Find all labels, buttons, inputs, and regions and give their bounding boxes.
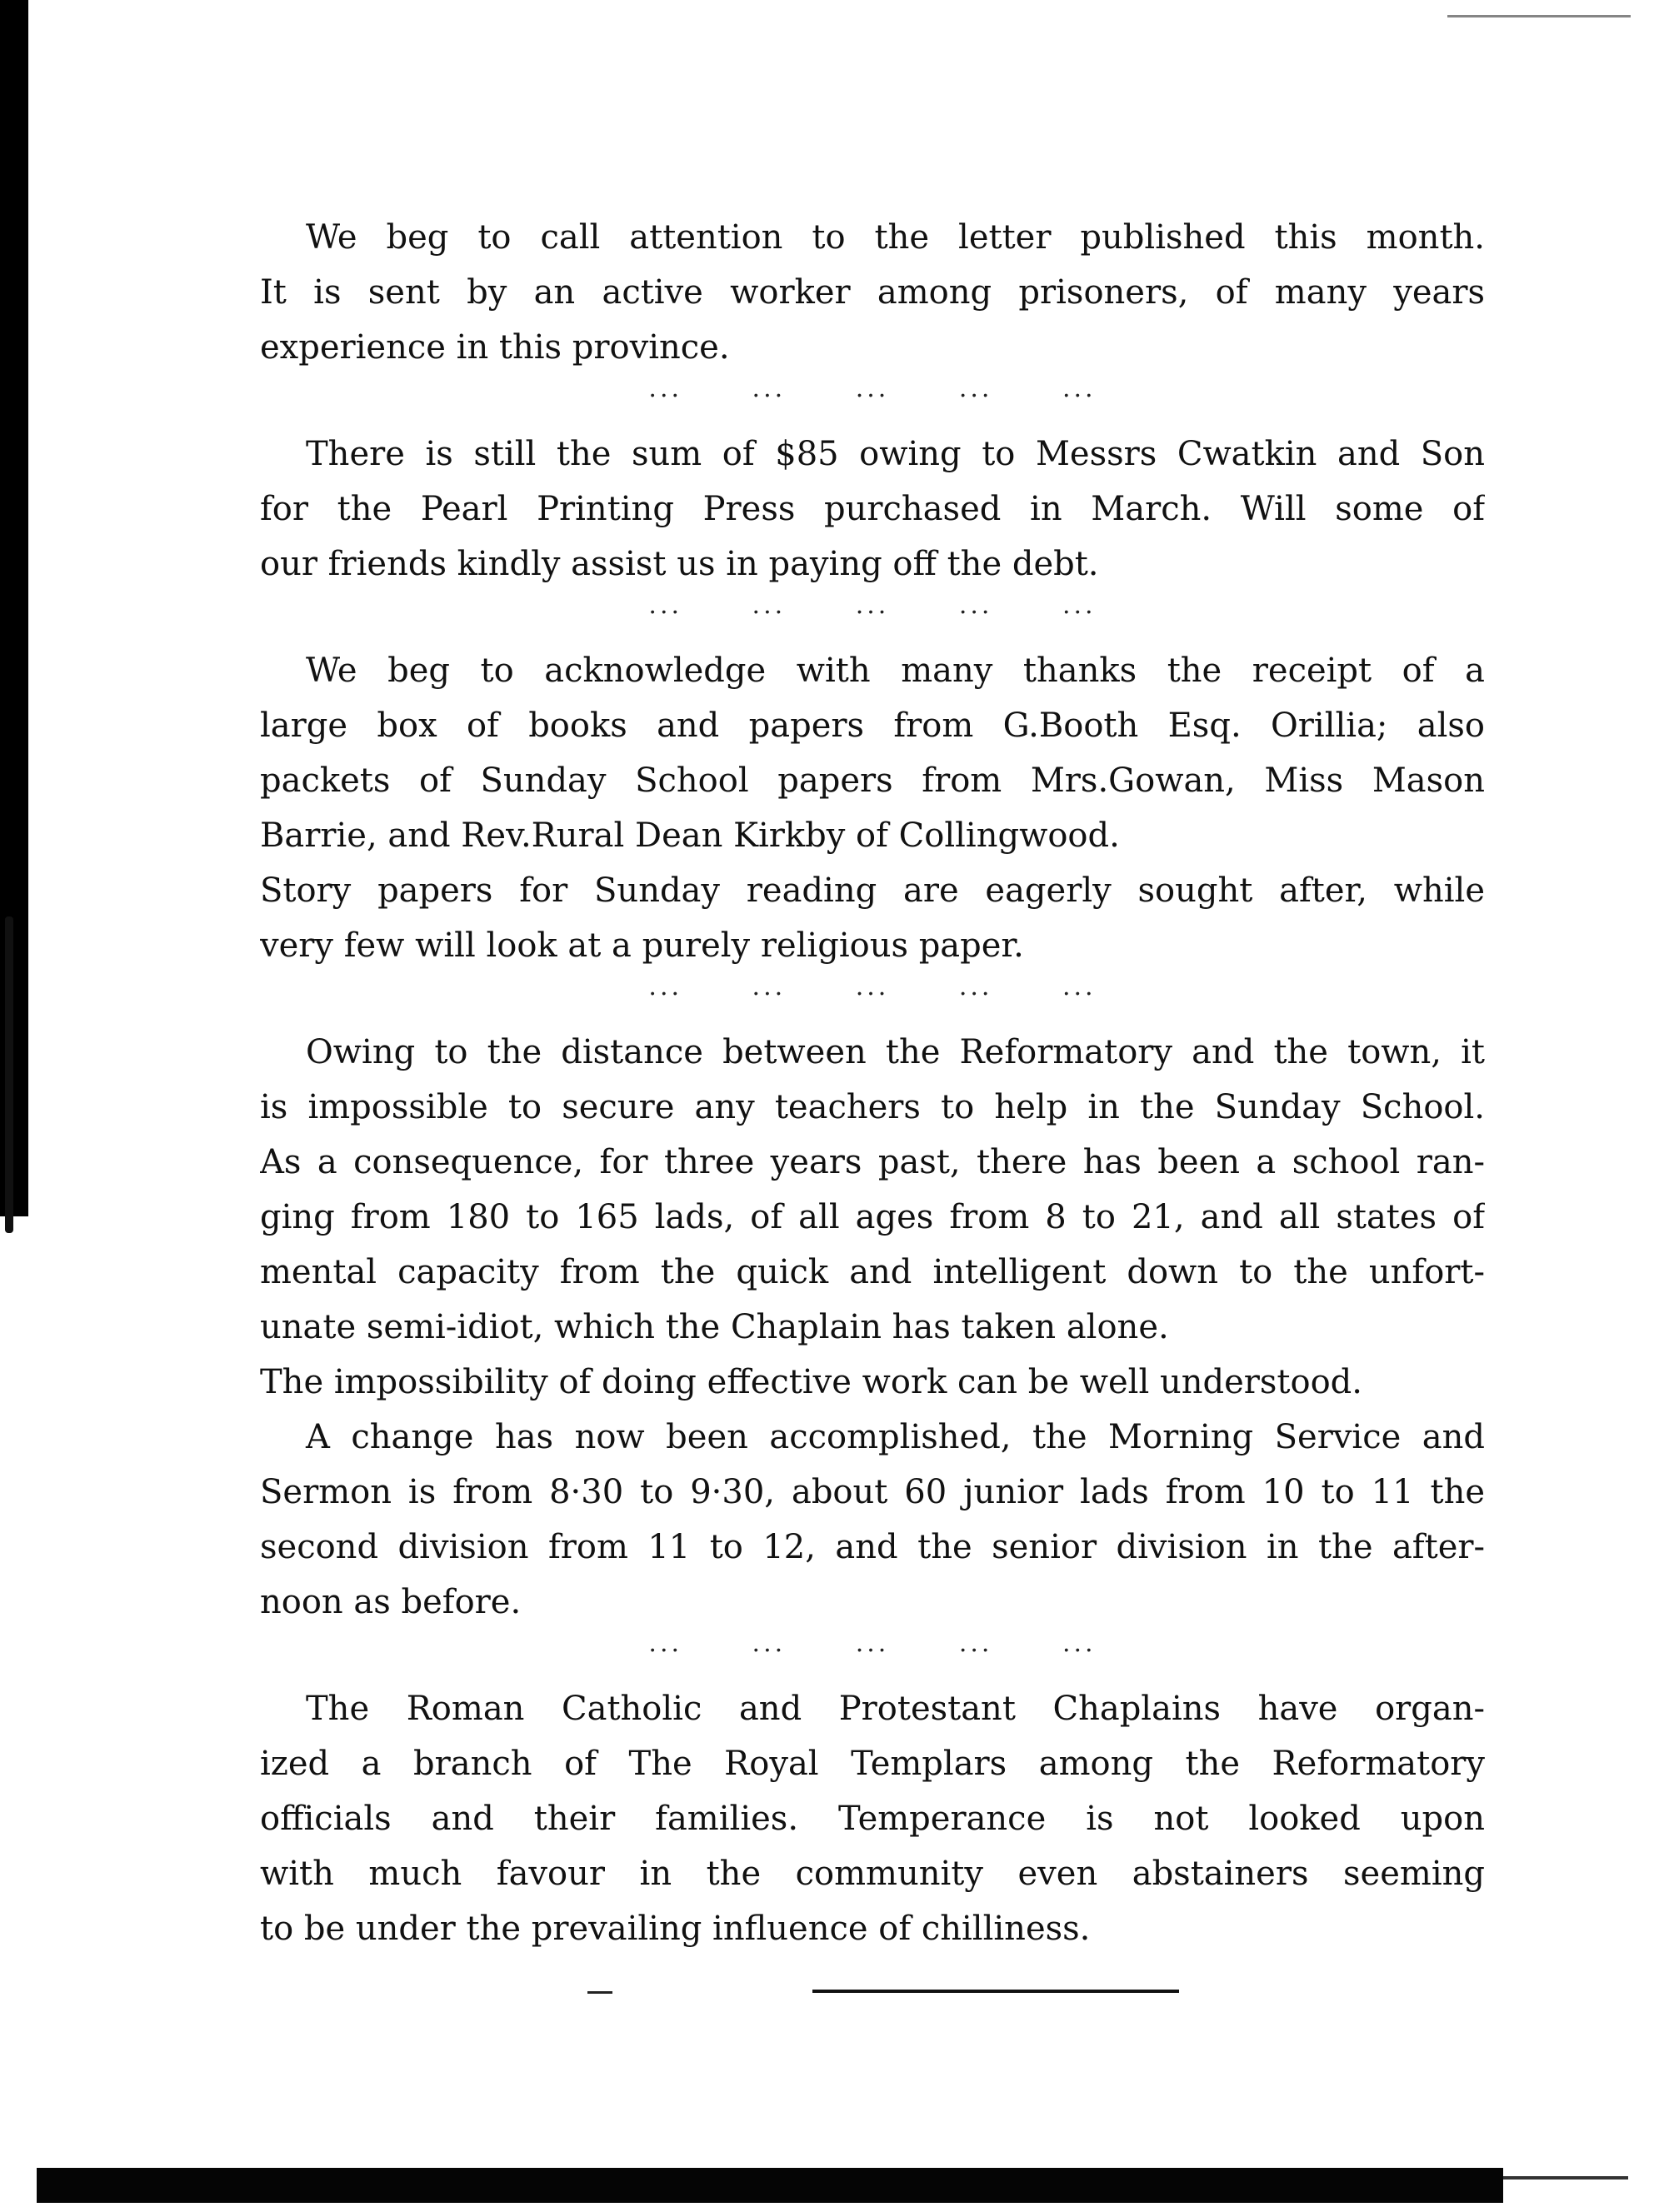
text-line: large box of books and papers from G.Booth Esq. Orillia; also — [260, 707, 1485, 745]
scan-top-rule — [1447, 15, 1631, 17]
text-line: Story papers for Sunday reading are eagerly sought after, while — [260, 871, 1485, 910]
closing-rule-lead — [587, 1991, 612, 1994]
scan-binding-edge-lower — [5, 916, 13, 1233]
text-line: The impossibility of doing effective work can be well understood. — [260, 1363, 1362, 1401]
text-line: second division from 11 to 12, and the senior division in the after- — [260, 1528, 1485, 1566]
text-line: Owing to the distance between the Reformatory and the town, it — [306, 1033, 1485, 1071]
text-line: is impossible to secure any teachers to help in the Sunday School. — [260, 1088, 1485, 1126]
text-line: Sermon is from 8·30 to 9·30, about 60 junior lads from 10 to 11 the — [260, 1473, 1485, 1511]
paragraph-sunday-school — [260, 1025, 1485, 1630]
paragraph-printing-press — [260, 427, 1485, 592]
closing-rule — [812, 1990, 1179, 1993]
paragraph-letter — [260, 210, 1485, 375]
text-line: to be under the prevailing influence of chilliness. — [260, 1910, 1091, 1948]
text-line: The Roman Catholic and Protestant Chaplains have organ- — [306, 1690, 1485, 1728]
dot-separator: ... ... ... ... ... — [648, 972, 1097, 1001]
text-line: with much favour in the community even abstainers seeming — [260, 1855, 1485, 1893]
text-line: very few will look at a purely religious paper. — [260, 926, 1024, 965]
text-line: packets of Sunday School papers from Mrs.Gowan, Miss Mason — [260, 761, 1485, 800]
text-line: There is still the sum of $85 owing to Messrs Cwatkin and Son — [306, 435, 1485, 473]
text-line: A change has now been accomplished, the Morning Service and — [306, 1418, 1485, 1456]
text-line: We beg to call attention to the letter published this month. — [306, 218, 1485, 257]
text-line: our friends kindly assist us in paying off the debt. — [260, 545, 1099, 583]
text-line: unate semi-idiot, which the Chaplain has taken alone. — [260, 1308, 1169, 1346]
text-line: It is sent by an active worker among prisoners, of many years — [260, 273, 1485, 312]
dot-separator: ... ... ... ... ... — [648, 1629, 1097, 1658]
text-line: mental capacity from the quick and intelligent down to the unfort- — [260, 1253, 1485, 1291]
text-line: Barrie, and Rev.Rural Dean Kirkby of Collingwood. — [260, 816, 1120, 855]
scan-bottom-edge — [37, 2168, 1503, 2203]
dot-separator: ... ... ... ... ... — [648, 374, 1097, 403]
text-line: As a consequence, for three years past, there has been a school ran- — [260, 1143, 1485, 1181]
page-content — [260, 210, 1485, 1956]
scan-bottom-edge-tail — [1503, 2176, 1628, 2180]
text-line: ized a branch of The Royal Templars among the Reformatory — [260, 1745, 1485, 1783]
text-line: ging from 180 to 165 lads, of all ages from 8 to 21, and all states of — [260, 1198, 1485, 1236]
dot-separator: ... ... ... ... ... — [648, 591, 1097, 620]
paragraph-books — [260, 643, 1485, 973]
paragraph-templars — [260, 1681, 1485, 1956]
text-line: noon as before. — [260, 1583, 522, 1621]
text-line: We beg to acknowledge with many thanks the receipt of a — [306, 652, 1485, 690]
text-line: experience in this province. — [260, 328, 730, 367]
text-line: officials and their families. Temperance is not looked upon — [260, 1800, 1485, 1838]
text-line: for the Pearl Printing Press purchased in March. Will some of — [260, 490, 1485, 528]
